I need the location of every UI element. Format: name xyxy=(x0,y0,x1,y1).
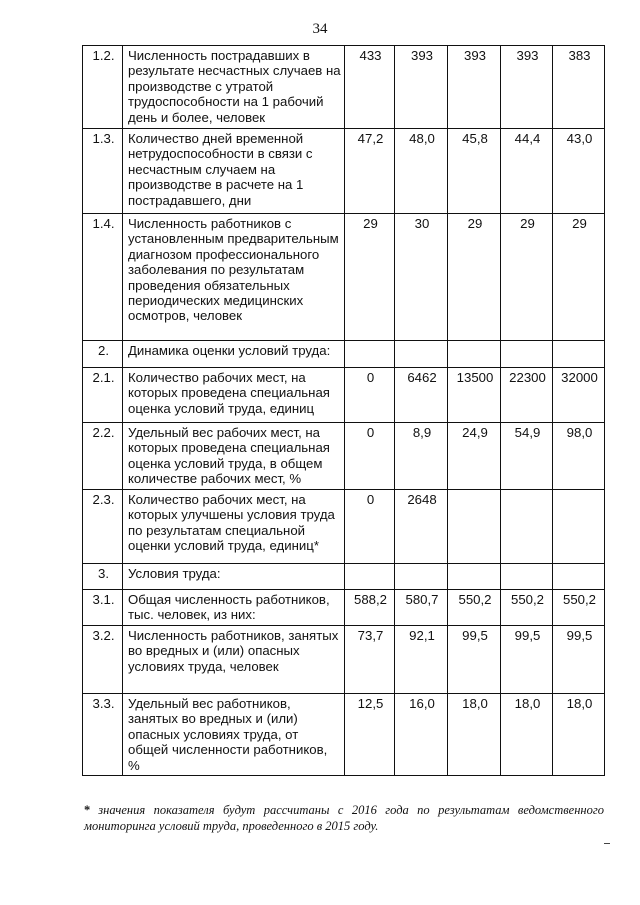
value-cell: 383 xyxy=(553,46,605,129)
footnote xyxy=(84,802,604,834)
value-cell: 550,2 xyxy=(448,590,501,626)
row-label: Динамика оценки условий труда: xyxy=(123,341,345,368)
row-number: 1.4. xyxy=(83,214,123,341)
value-cell: 29 xyxy=(501,214,553,341)
value-cell: 393 xyxy=(448,46,501,129)
value-cell: 47,2 xyxy=(345,129,395,214)
table-row xyxy=(83,341,605,368)
value-cell xyxy=(448,564,501,590)
row-number: 2.1. xyxy=(83,368,123,423)
value-cell: 393 xyxy=(501,46,553,129)
value-cell xyxy=(395,341,448,368)
table-row xyxy=(83,46,605,129)
value-cell: 6462 xyxy=(395,368,448,423)
value-cell: 29 xyxy=(448,214,501,341)
value-cell: 18,0 xyxy=(448,694,501,776)
row-label: Количество рабочих мест, на которых улучшены условия труда по результатам специальной оценки условий труда, единиц* xyxy=(123,490,345,564)
value-cell xyxy=(448,490,501,564)
value-cell: 29 xyxy=(345,214,395,341)
table-row xyxy=(83,564,605,590)
row-label: Условия труда: xyxy=(123,564,345,590)
value-cell: 588,2 xyxy=(345,590,395,626)
value-cell: 393 xyxy=(395,46,448,129)
row-label: Численность работников с установленным предварительным диагнозом профессионального заболевания по результатам проведения обязательных периодических медицинских осмотров, человек xyxy=(123,214,345,341)
stray-mark xyxy=(604,843,610,844)
row-label: Численность работников, занятых во вредных и (или) опасных условиях труда, человек xyxy=(123,626,345,694)
value-cell: 550,2 xyxy=(501,590,553,626)
table-row xyxy=(83,626,605,694)
value-cell: 99,5 xyxy=(553,626,605,694)
row-label: Количество дней временной нетрудоспособности в связи с несчастным случаем на производстве в расчете на 1 пострадавшего, дни xyxy=(123,129,345,214)
row-label: Удельный вес рабочих мест, на которых проведена специальная оценка условий труда, в общем количестве рабочих мест, % xyxy=(123,423,345,490)
table-row xyxy=(83,590,605,626)
row-label: Численность пострадавших в результате несчастных случаев на производстве с утратой трудоспособности на 1 рабочий день и более, человек xyxy=(123,46,345,129)
row-label: Количество рабочих мест, на которых проведена специальная оценка условий труда, единиц xyxy=(123,368,345,423)
value-cell: 8,9 xyxy=(395,423,448,490)
value-cell: 45,8 xyxy=(448,129,501,214)
value-cell: 30 xyxy=(395,214,448,341)
value-cell xyxy=(345,564,395,590)
value-cell: 44,4 xyxy=(501,129,553,214)
value-cell: 0 xyxy=(345,368,395,423)
value-cell: 48,0 xyxy=(395,129,448,214)
value-cell: 43,0 xyxy=(553,129,605,214)
value-cell: 98,0 xyxy=(553,423,605,490)
value-cell xyxy=(553,490,605,564)
value-cell: 18,0 xyxy=(553,694,605,776)
row-number: 3.2. xyxy=(83,626,123,694)
value-cell: 22300 xyxy=(501,368,553,423)
table-row xyxy=(83,214,605,341)
value-cell xyxy=(553,564,605,590)
value-cell: 73,7 xyxy=(345,626,395,694)
value-cell xyxy=(553,341,605,368)
value-cell: 99,5 xyxy=(501,626,553,694)
value-cell: 18,0 xyxy=(501,694,553,776)
table-row xyxy=(83,129,605,214)
row-number: 3.3. xyxy=(83,694,123,776)
value-cell: 54,9 xyxy=(501,423,553,490)
indicators-table xyxy=(82,45,605,776)
footnote-mark: * xyxy=(84,803,91,817)
table-row xyxy=(83,368,605,423)
row-number: 2.3. xyxy=(83,490,123,564)
row-number: 3.1. xyxy=(83,590,123,626)
table-row xyxy=(83,694,605,776)
value-cell: 0 xyxy=(345,423,395,490)
value-cell: 16,0 xyxy=(395,694,448,776)
value-cell: 24,9 xyxy=(448,423,501,490)
row-number: 3. xyxy=(83,564,123,590)
table-row xyxy=(83,423,605,490)
value-cell: 12,5 xyxy=(345,694,395,776)
value-cell: 32000 xyxy=(553,368,605,423)
value-cell: 433 xyxy=(345,46,395,129)
footnote-text: значения показателя будут рассчитаны с 2016 года по результатам ведомственного мониторинга условий труда, проведенного в 2015 году. xyxy=(84,803,604,833)
value-cell xyxy=(501,490,553,564)
value-cell xyxy=(448,341,501,368)
value-cell xyxy=(501,564,553,590)
value-cell xyxy=(345,341,395,368)
row-number: 1.2. xyxy=(83,46,123,129)
value-cell: 2648 xyxy=(395,490,448,564)
page-number: 34 xyxy=(312,21,328,37)
value-cell xyxy=(395,564,448,590)
row-number: 2.2. xyxy=(83,423,123,490)
value-cell: 0 xyxy=(345,490,395,564)
value-cell: 92,1 xyxy=(395,626,448,694)
value-cell xyxy=(501,341,553,368)
value-cell: 99,5 xyxy=(448,626,501,694)
value-cell: 29 xyxy=(553,214,605,341)
row-label: Общая численность работников, тыс. человек, из них: xyxy=(123,590,345,626)
value-cell: 13500 xyxy=(448,368,501,423)
row-number: 2. xyxy=(83,341,123,368)
row-label: Удельный вес работников, занятых во вредных и (или) опасных условиях труда, от общей численности работников, % xyxy=(123,694,345,776)
value-cell: 580,7 xyxy=(395,590,448,626)
table-row xyxy=(83,490,605,564)
row-number: 1.3. xyxy=(83,129,123,214)
value-cell: 550,2 xyxy=(553,590,605,626)
